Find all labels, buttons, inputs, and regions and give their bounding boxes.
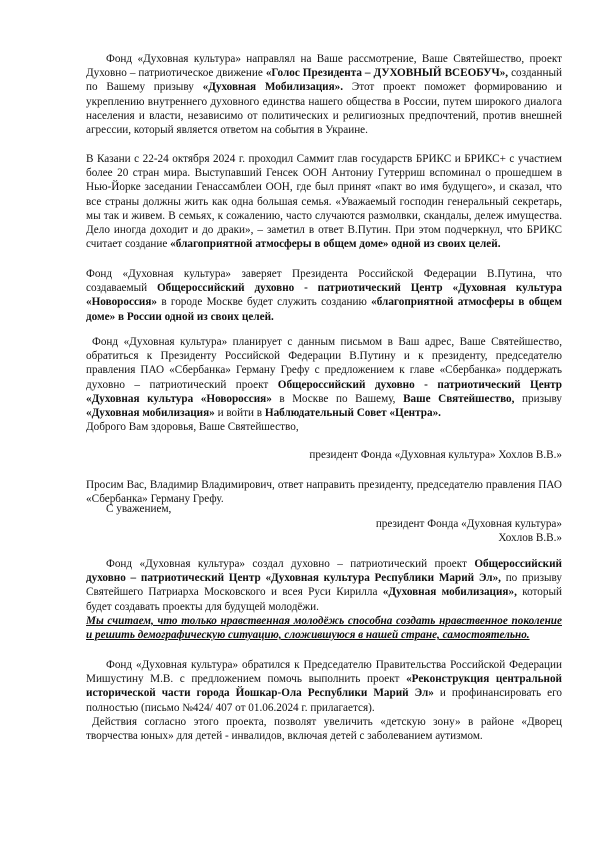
bold-mobilization: «Духовная мобилизация» [86, 407, 215, 420]
paragraph-request: Просим Вас, Владимир Владимирович, ответ направить президенту, председателю правления ПАО «Сбербанка» Герману Грефу. [86, 479, 562, 506]
bold-mobilization: «Духовная Мобилизация». [202, 81, 344, 94]
bold-center-name: Общероссийский духовно - патриотический Центр «Духовная культура «Новороссия» [86, 378, 563, 405]
text-span: Фонд «Духовная культура» заверяет Президента Российской Федерации В.Путина, что создаваемый [86, 268, 562, 295]
bold-atmosphere: «благоприятной атмосферы в общем доме» в России одной из своих целей. [86, 296, 562, 323]
signature-2 [300, 517, 562, 545]
text-span: Фонд «Духовная культура» планирует с данным письмом в Ваш адрес, Ваше Святейшество, обратиться к Президенту Российской Федерации В.Путину и к президенту, председателю правления ПАО «Сбербанка» Герману Грефу с предложением к главе «Сбербанка» поддержать духовно – патриотический проект [86, 336, 562, 391]
bold-brics-goal: «благоприятной атмосферы в общем доме» одной из своих целей. [170, 238, 501, 251]
text-span: Фонд «Духовная культура» направлял на Ваше рассмотрение, Ваше Святейшество, проект Духовно – патриотическое движение [86, 53, 562, 80]
text-span: в Москве по Вашему, [271, 392, 404, 405]
bold-project-name: «Голос Президента – ДУХОВНЫЙ ВСЕОБУЧ», [265, 67, 509, 80]
bold-mari-center: Общероссийский духовно – патриотический Центр «Духовная культура Республики Марий Эл», [86, 558, 562, 585]
bold-center-name: Общероссийский духовно - патриотический Центр «Духовная культура «Новороссия» [86, 282, 562, 309]
text-span: по призыву Святейшего Патриарха Московского и всея Руси Кирилла [86, 572, 563, 599]
text-span: В Казани с 22-24 октября 2024 г. проходил Саммит глав государств БРИКС и БРИКС+ с участием более 20 стран мира. Выступавший Генсек ООН Антониу Гутерриш вспоминал о прошедшем в Нью-Йорке заседании Генассамблеи ООН, где был принят «пакт во имя будущего», и сказал, что все страны должны жить как одна большая семья. «Уважаемый господин генеральный секретарь, мы так и живем. В семьях, к сожалению, часто случаются размолвки, скандалы, дележ имущества. Дело иногда доходит и до драки», – заметил в ответ В.Путин. При этом подчеркнул, что БРИКС считает создание [86, 153, 562, 251]
underlined-statement: Мы считаем, что только нравственная молодёжь способна создать нравственное поколение и решить демографическую ситуацию, сложившуюся в нашей стране, самостоятельно. [86, 614, 562, 642]
text-span: в городе Москве будет служить созданию [157, 296, 372, 309]
signature-title: президент Фонда «Духовная культура» [375, 518, 562, 530]
paragraph-vseobuch [86, 52, 562, 137]
signature-name: Хохлов В.В.» [498, 532, 562, 545]
text-span: Действия согласно этого проекта, позволят увеличить «детскую зону» в районе «Дворец творчества юных» для детей - инвалидов, включая детей с заболеванием аутизмом. [86, 715, 562, 743]
text-span: призыву [514, 392, 563, 405]
bold-board: Наблюдательный Совет «Центра». [264, 407, 441, 420]
text-span: Фонд «Духовная культура» создал духовно – патриотический проект [106, 558, 475, 570]
text-span: и профинансировать его полностью (письмо №424/ 407 от 01.06.2024 г. прилагается). [86, 687, 562, 714]
text-span: Этот проект поможет формированию и укреплению внутреннего духовного единства нашего общества в России, путем широкого диалога населения и власти, независимо от политических и религиозных предпочтений, против внешней агрессии, который является ответом на события в Украине. [86, 81, 562, 137]
text-span: Фонд «Духовная культура» обратился к Председателю Правительства Российской Федерации Мишустину М.В. с предложением помочь выполнить проект [86, 659, 562, 686]
text-span: который будет создавать проекты для будущей молодёжи. [86, 586, 562, 613]
text-span: и войти в [214, 407, 265, 420]
paragraph-reconstruction [86, 658, 562, 743]
bold-address: Ваше Святейшество, [403, 392, 515, 405]
bold-mobilization: «Духовная мобилизация», [382, 586, 517, 599]
paragraph-assurance [86, 267, 562, 324]
paragraph-mari-el-center [86, 557, 562, 642]
text-span: созданный по Вашему призыву [86, 67, 563, 94]
bold-reconstruction: «Реконструкция центральной исторической части города Йошкар-Ола Республики Марий Эл» [86, 673, 562, 700]
greeting-line: Доброго Вам здоровья, Ваше Святейшество, [86, 421, 299, 434]
paragraph-brics [86, 152, 562, 251]
paragraph-sberbank-plan [86, 335, 562, 434]
signature-1: президент Фонда «Духовная культура» Хохлов В.В.» [309, 449, 562, 461]
regards-line: С уважением, [106, 503, 172, 515]
